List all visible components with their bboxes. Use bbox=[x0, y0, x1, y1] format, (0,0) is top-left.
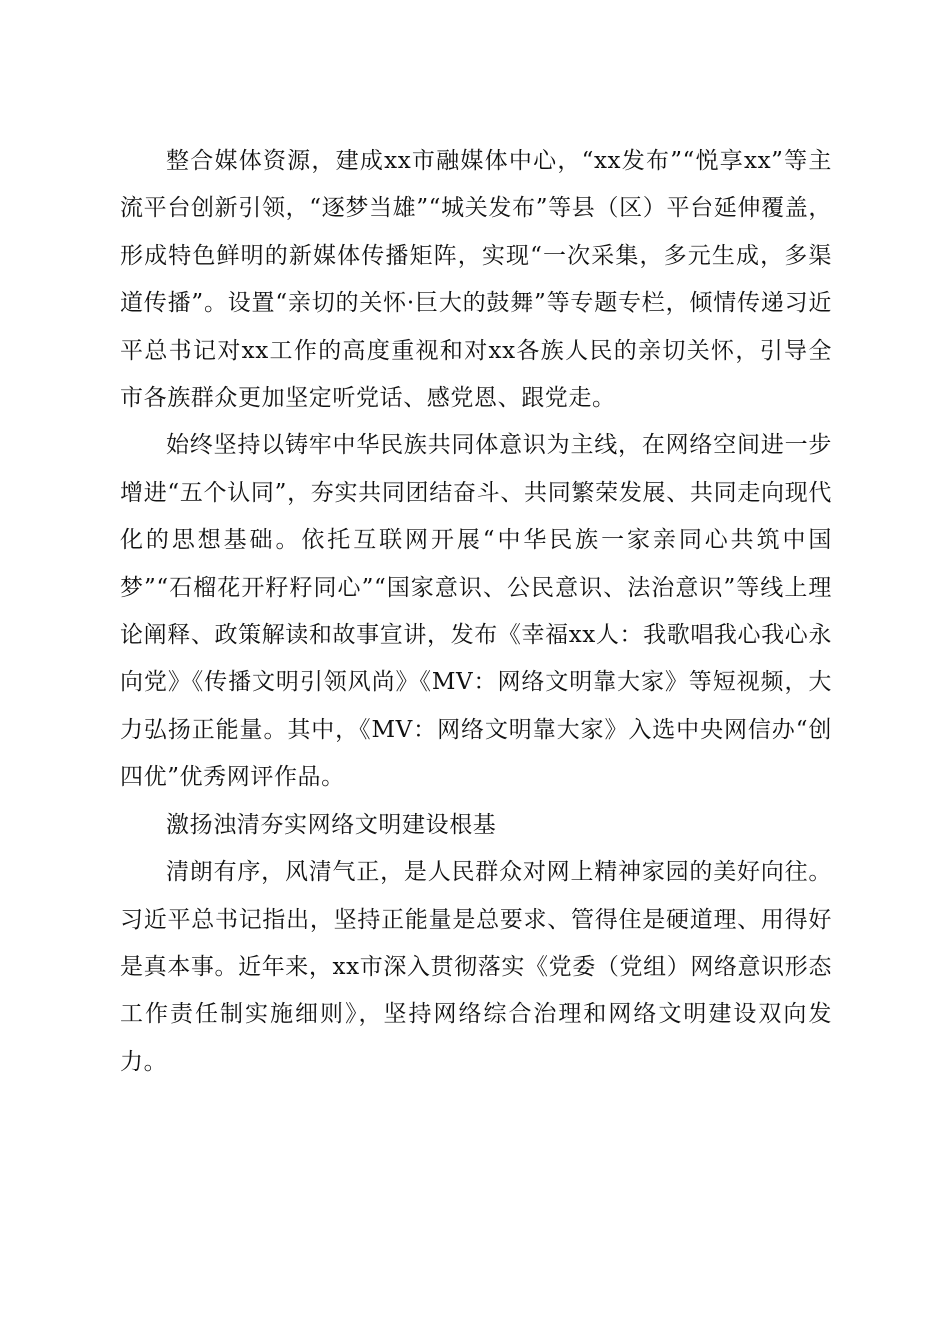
paragraph-network-governance: 清朗有序，风清气正，是人民群众对网上精神家园的美好向往。习近平总书记指出，坚持正能量是总要求、管得住是硬道理、用得好是真本事。近年来，xx市深入贯彻落实《党委（党组）网络意识形态工作责任制实施细则》，坚持网络综合治理和网络文明建设双向发力。 bbox=[120, 859, 832, 1075]
paragraph-national-unity: 始终坚持以铸牢中华民族共同体意识为主线，在网络空间进一步增进“五个认同”，夯实共同团结奋斗、共同繁荣发展、共同走向现代化的思想基础。依托互联网开展“中华民族一家亲同心共筑中国梦”“石榴花开籽籽同心”“国家意识、公民意识、法治意识”等线上理论阐释、政策解读和故事宣讲，发布《幸福xx人：我歌唱我心我心永向党》《传播文明引领风尚》《MV：网络文明靠大家》等短视频，大力弘扬正能量。其中，《MV：网络文明靠大家》入选中央网信办“创四优”优秀网评作品。 bbox=[120, 432, 832, 791]
paragraph-media-integration: 整合媒体资源，建成xx市融媒体中心，“xx发布”“悦享xx”等主流平台创新引领，“逐梦当雄”“城关发布”等县（区）平台延伸覆盖，形成特色鲜明的新媒体传播矩阵，实现“一次采集，多元生成，多渠道传播”。设置“亲切的关怀·巨大的鼓舞”等专题专栏，倾情传递习近平总书记对xx工作的高度重视和对xx各族人民的亲切关怀，引导全市各族群众更加坚定听党话、感党恩、跟党走。 bbox=[120, 148, 832, 412]
section-heading: 激扬浊清夯实网络文明建设根基 bbox=[166, 811, 497, 838]
document-body bbox=[120, 138, 832, 1086]
